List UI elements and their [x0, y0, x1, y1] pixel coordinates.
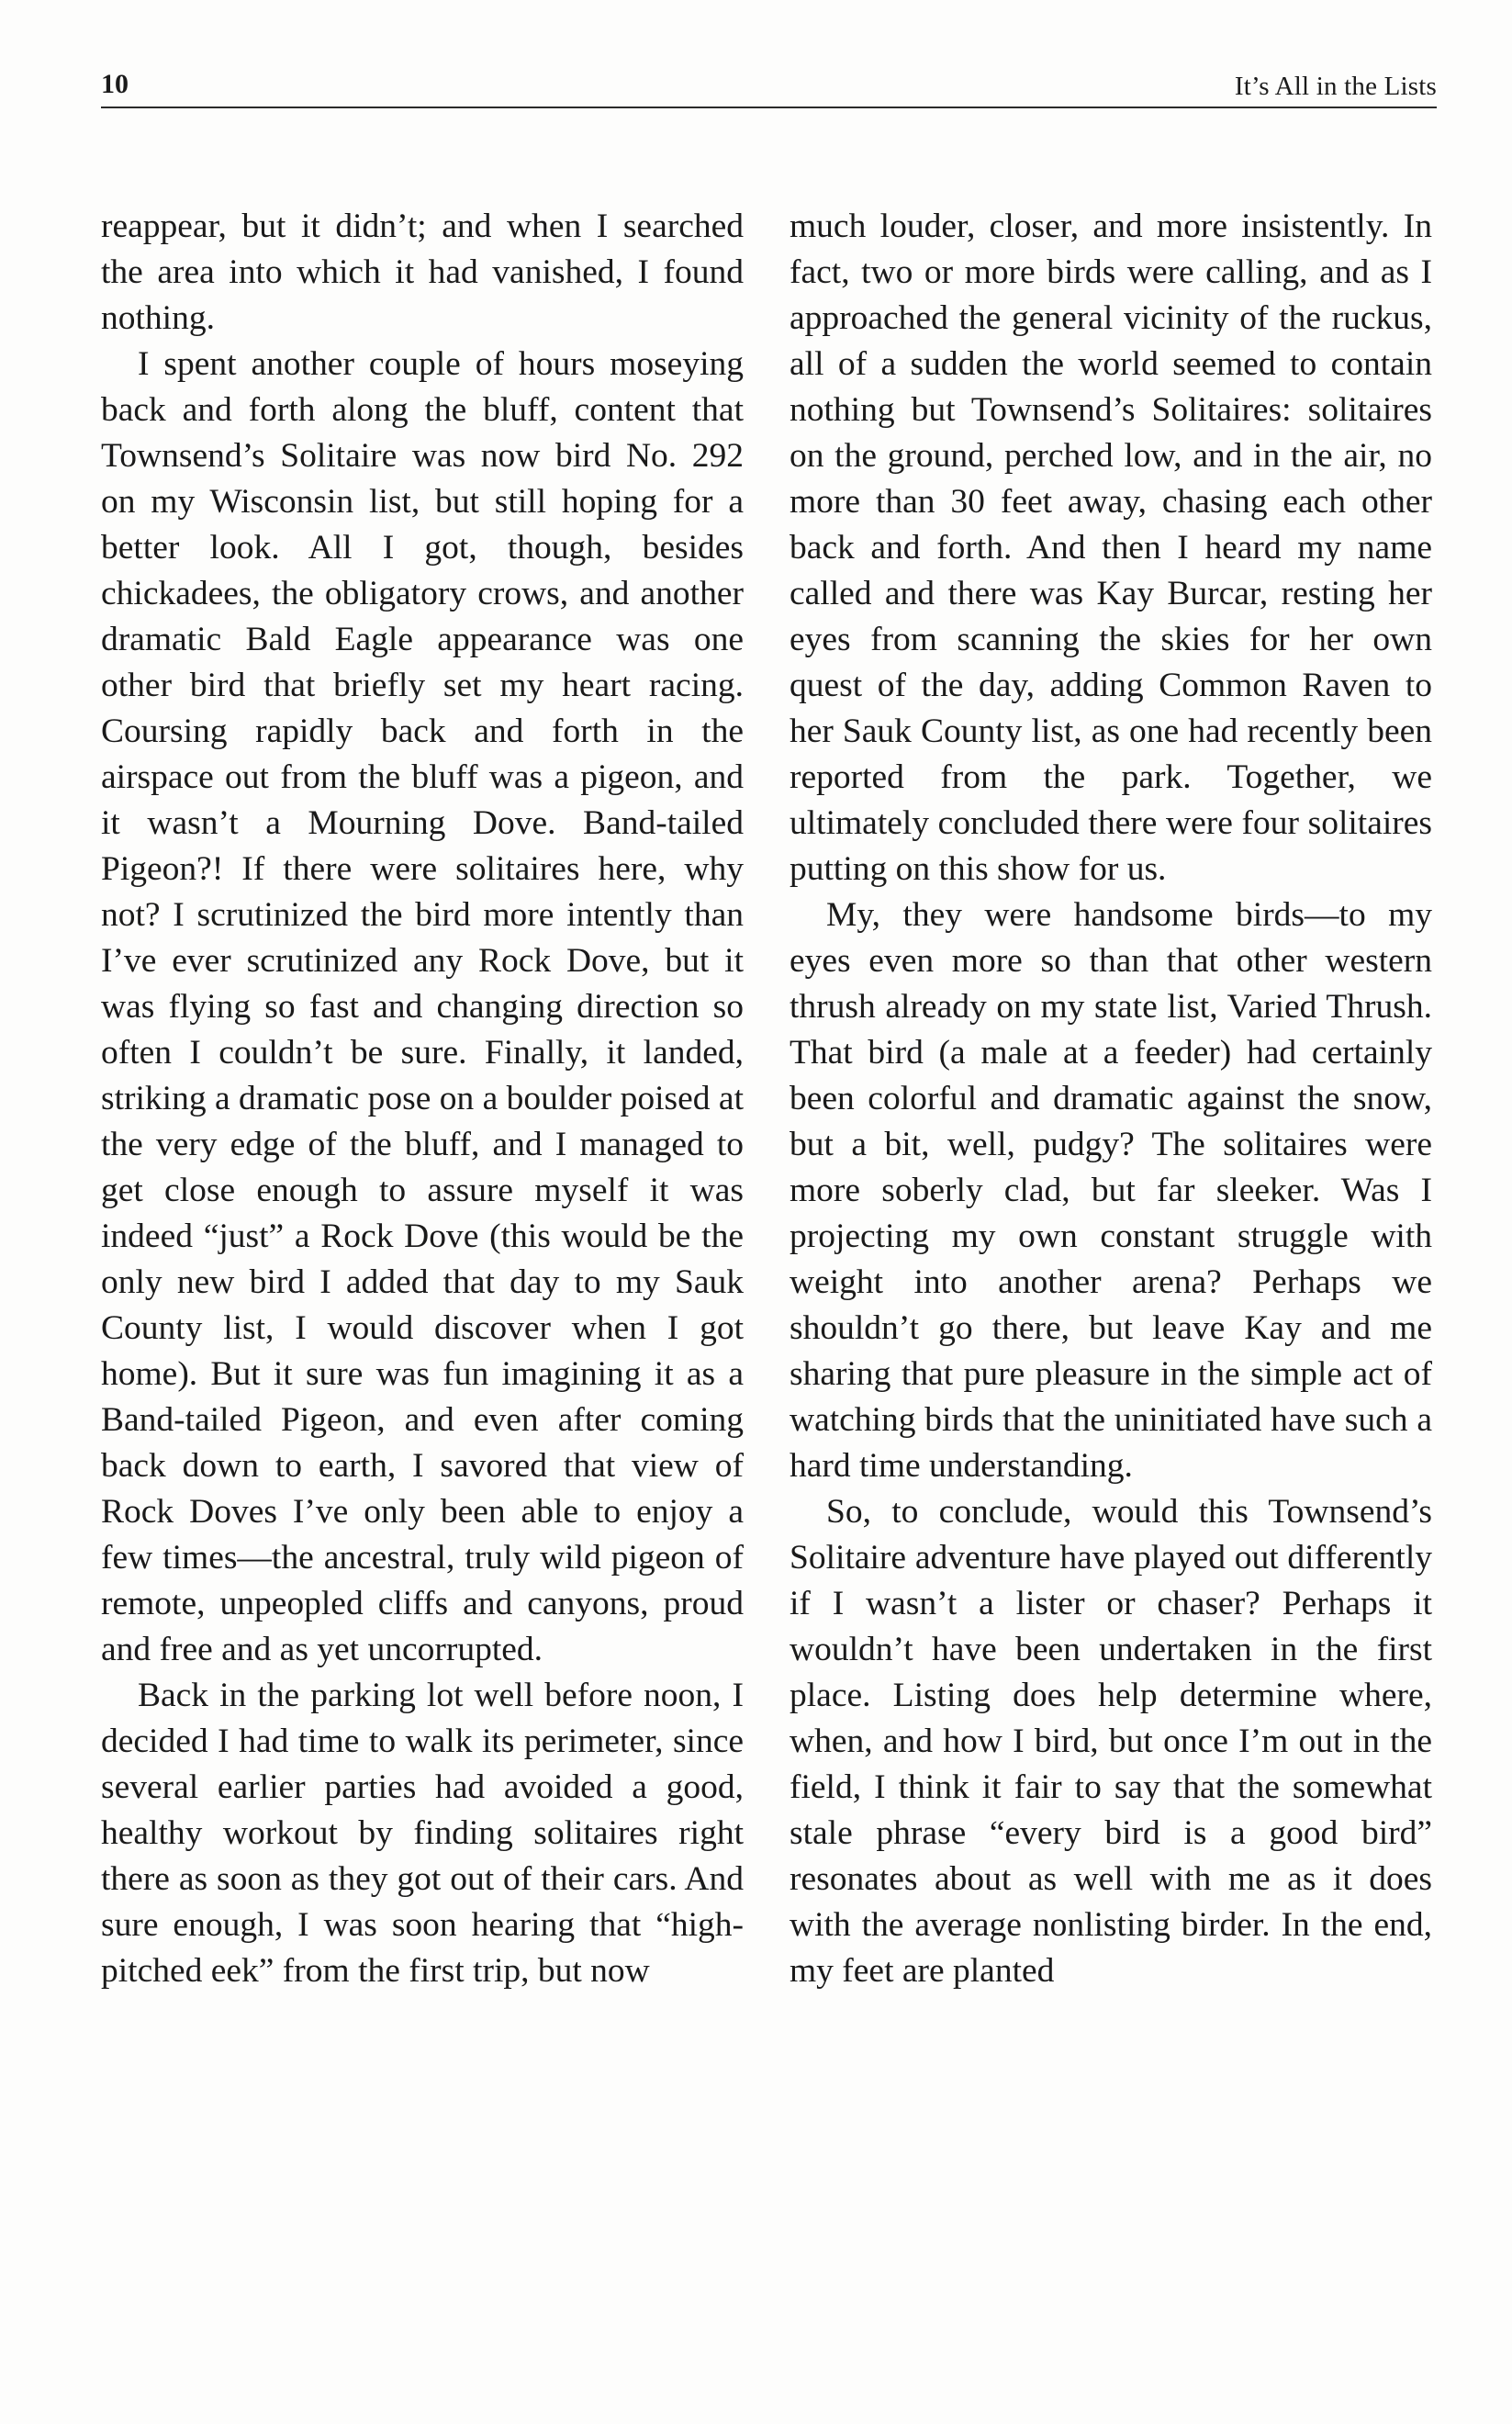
left-column	[101, 204, 744, 1994]
right-column	[790, 204, 1432, 1994]
paragraph: Back in the parking lot well before noon, I decided I had time to walk its perimeter, since several earlier parties had avoided a good, healthy workout by finding solitaires right there as soon as they got out of their cars. And sure enough, I was soon hearing that “high-pitched eek” from the first trip, but now	[101, 1677, 744, 1990]
paragraph-continued: much louder, closer, and more insistently. In fact, two or more birds were calling, and as I approached the general vicinity of the ruckus, all of a sudden the world seemed to contain nothing but Townsend’s Solitaires: solitaires on the ground, perched low, and in the air, no more than 30 feet away, chasing each other back and forth. And then I heard my name called and there was Kay Burcar, resting her eyes from scanning the skies for her own quest of the day, adding Common Raven to her Sauk County list, as one had recently been reported from the park. Together, we ultimately concluded there were four solitaires putting on this show for us.	[790, 208, 1432, 888]
paragraph-continued: reappear, but it didn’t; and when I searched the area into which it had vanished, I found nothing.	[101, 208, 744, 337]
paragraph: So, to conclude, would this Townsend’s Solitaire adventure have played out differently if I wasn’t a lister or chaser? Perhaps it wouldn’t have been undertaken in the first place. Listing does help determine where, when, and how I bird, but once I’m out in the field, I think it fair to say that the somewhat stale phrase “every bird is a good bird” resonates about as well with me as it does with the average nonlisting birder. In the end, my feet are planted	[790, 1493, 1432, 1990]
running-head	[101, 55, 1437, 108]
page-number: 10	[101, 69, 129, 99]
paragraph: I spent another couple of hours moseying back and forth along the bluff, content that Townsend’s Solitaire was now bird No. 292 on my Wisconsin list, but still hoping for a better look. All I got, though, besides chickadees, the obligatory crows, and another dramatic Bald Eagle appearance was one other bird that briefly set my heart racing. Coursing rapidly back and forth in the airspace out from the bluff was a pigeon, and it wasn’t a Mourning Dove. Band-tailed Pigeon?! If there were solitaires here, why not? I scrutinized the bird more intently than I’ve ever scrutinized any Rock Dove, but it was flying so fast and changing direction so often I couldn’t be sure. Finally, it landed, striking a dramatic pose on a boulder poised at the very edge of the bluff, and I managed to get close enough to assure myself it was indeed “just” a Rock Dove (this would be the only new bird I added that day to my Sauk County list, I would discover when I got home). But it sure was fun imagining it as a Band-tailed Pigeon, and even after coming back down to earth, I savored that view of Rock Doves I’ve only been able to enjoy a few times—the ancestral, truly wild pigeon of remote, unpeopled cliffs and canyons, proud and free and as yet uncorrupted.	[101, 345, 744, 1668]
running-title: It’s All in the Lists	[1234, 72, 1437, 101]
paragraph: My, they were handsome birds—to my eyes even more so than that other western thrush already on my state list, Varied Thrush. That bird (a male at a feeder) had certainly been colorful and dramatic against the snow, but a bit, well, pudgy? The solitaires were more soberly clad, but far sleeker. Was I projecting my own constant struggle with weight into another arena? Perhaps we shouldn’t go there, but leave Kay and me sharing that pure pleasure in the simple act of watching birds that the uninitiated have such a hard time understanding.	[790, 896, 1432, 1485]
